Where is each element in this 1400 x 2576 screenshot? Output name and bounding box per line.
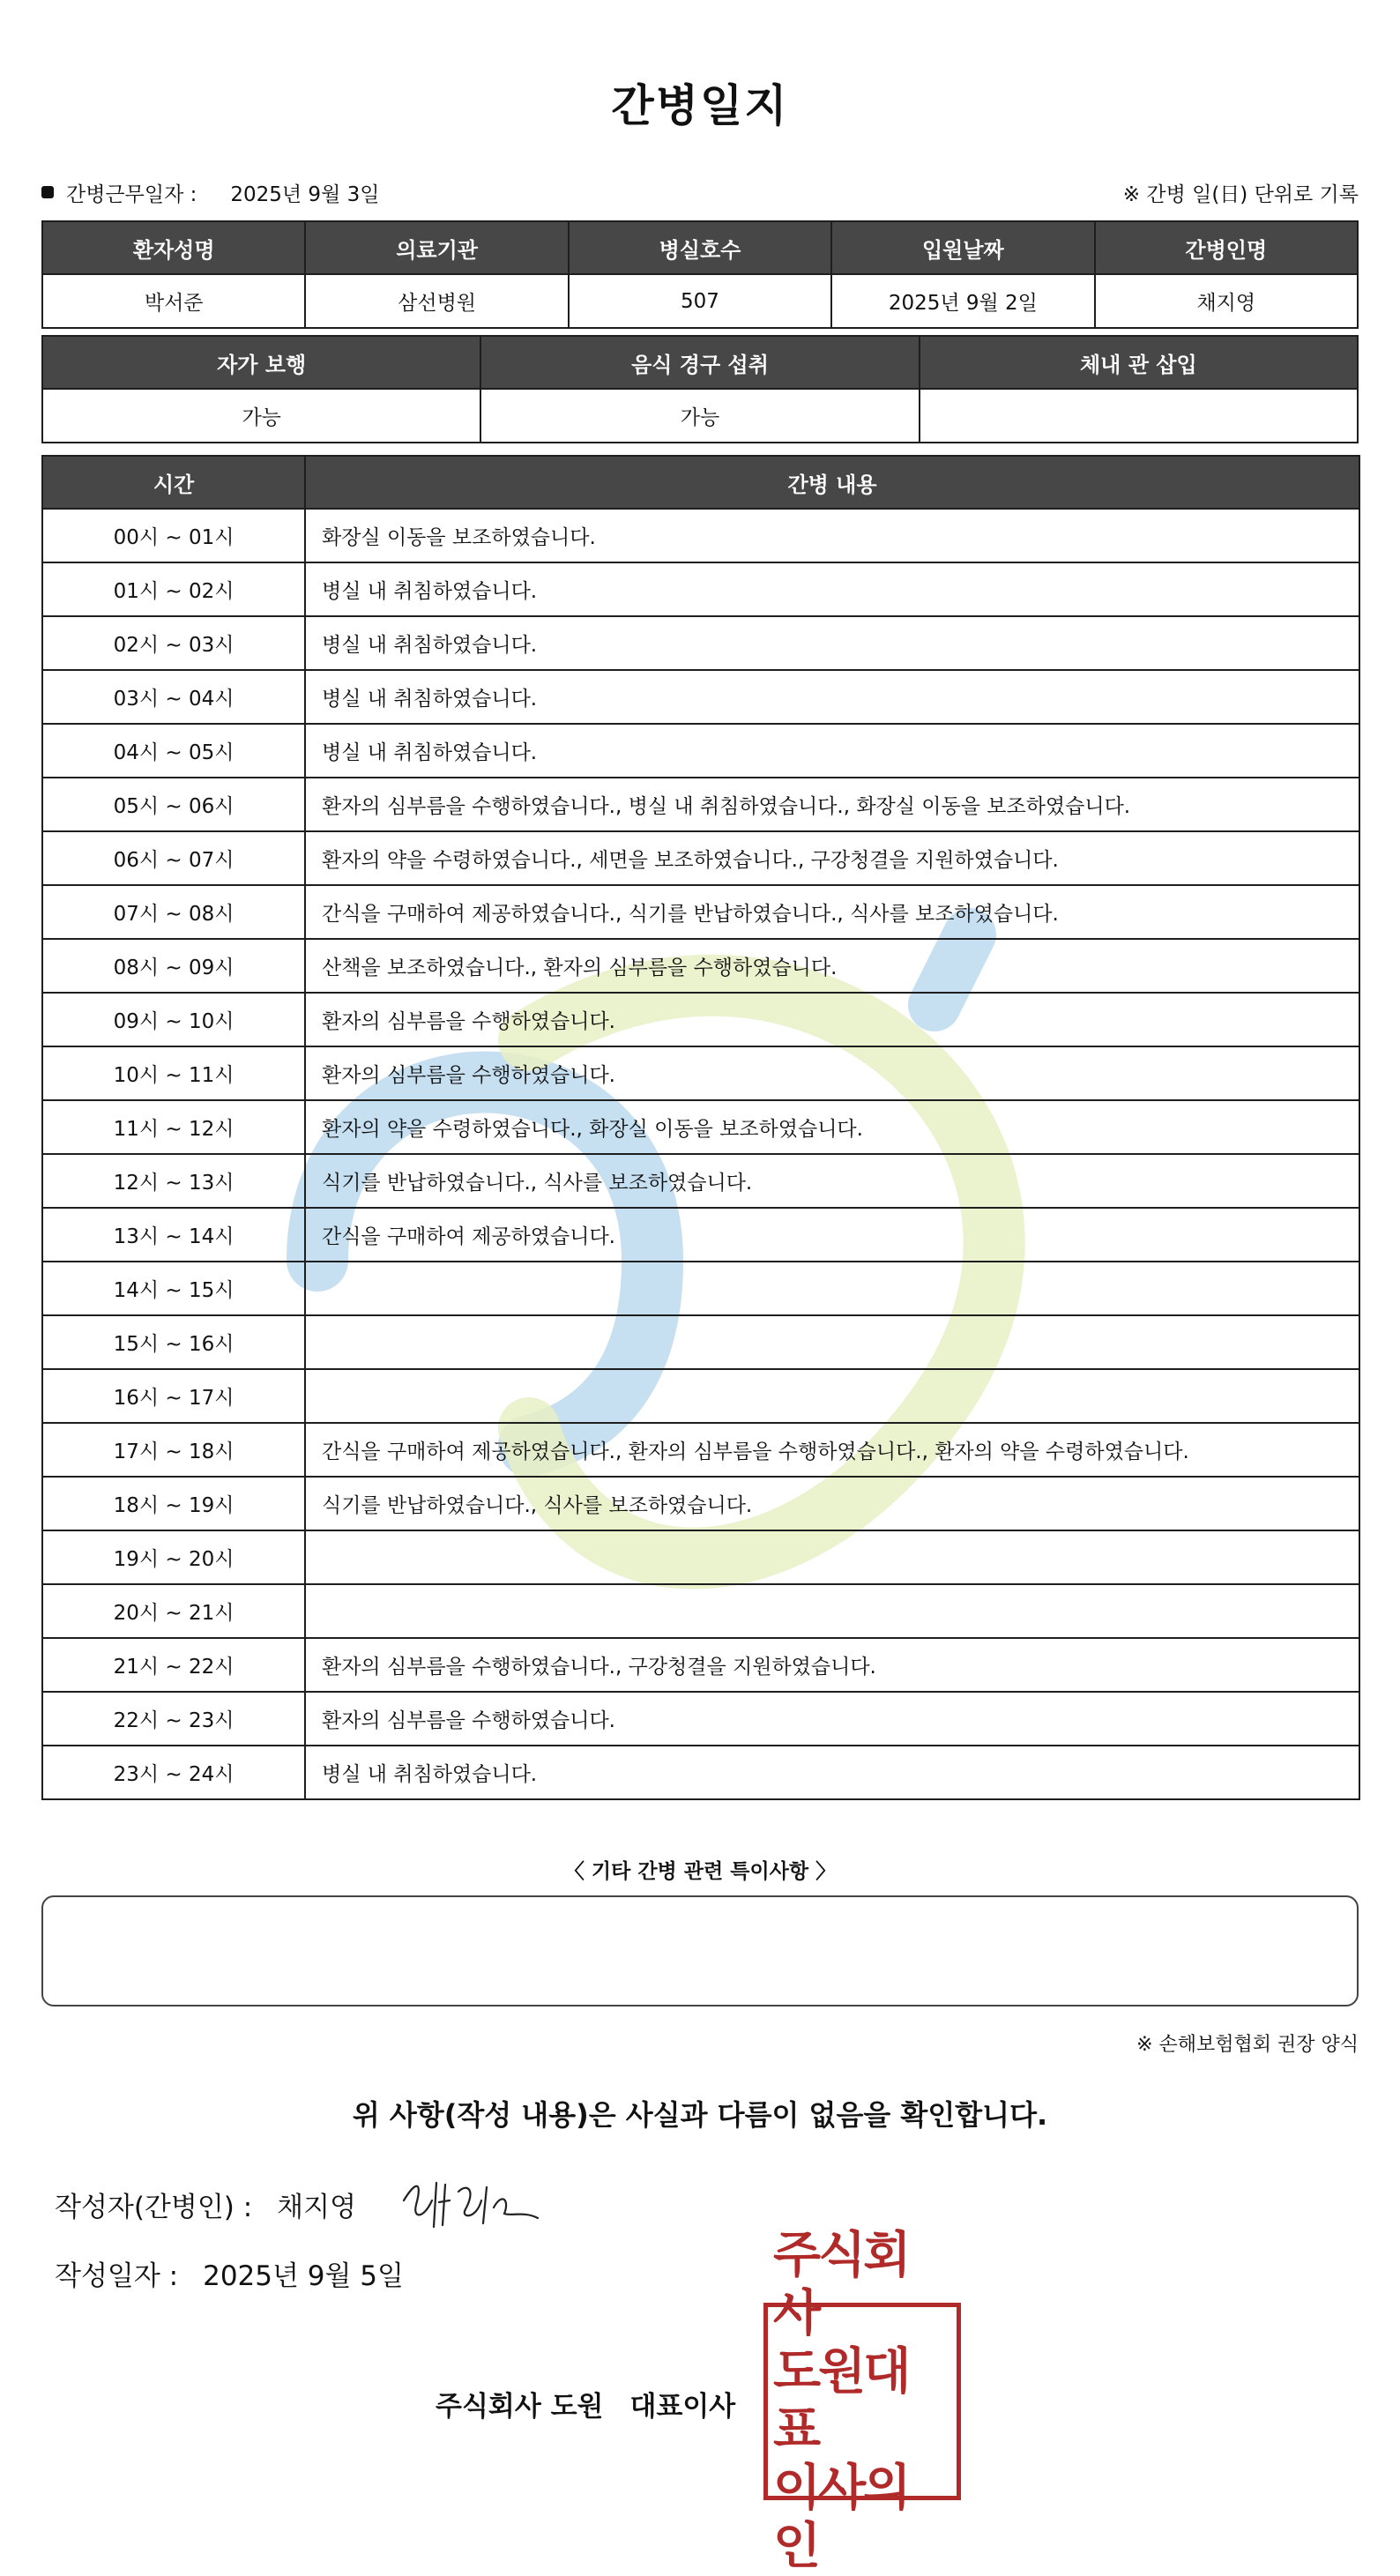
patient-header-cell: 환자성명 bbox=[42, 221, 305, 274]
care-log-row bbox=[42, 939, 1359, 993]
confirmation-statement: 위 사항(작성 내용)은 사실과 다름이 없음을 확인합니다. bbox=[352, 2098, 1048, 2132]
care-log-row bbox=[42, 1477, 1359, 1530]
room-number: 507 bbox=[569, 274, 831, 328]
care-log-time: 16시 ~ 17시 bbox=[42, 1369, 305, 1423]
meta-row bbox=[41, 175, 1359, 210]
care-log-row bbox=[42, 616, 1359, 670]
patient-header-cell: 의료기관 bbox=[305, 221, 568, 274]
care-log-content: 환자의 심부름을 수행하였습니다. bbox=[305, 993, 1359, 1046]
care-log-row bbox=[42, 1423, 1359, 1477]
care-log-content: 병실 내 취침하였습니다. bbox=[305, 562, 1359, 616]
care-log-content: 간식을 구매하여 제공하였습니다., 식기를 반납하였습니다., 식사를 보조하였습니다. bbox=[305, 885, 1359, 939]
care-log-content: 병실 내 취침하였습니다. bbox=[305, 670, 1359, 724]
care-log-row bbox=[42, 993, 1359, 1046]
care-log-time: 15시 ~ 16시 bbox=[42, 1315, 305, 1369]
care-log-time: 08시 ~ 09시 bbox=[42, 939, 305, 993]
care-log-content: 병실 내 취침하였습니다. bbox=[305, 616, 1359, 670]
author-label: 작성자(간병인) : bbox=[55, 2192, 253, 2223]
care-log-time: 21시 ~ 22시 bbox=[42, 1638, 305, 1692]
care-log-row bbox=[42, 724, 1359, 778]
care-log-time: 04시 ~ 05시 bbox=[42, 724, 305, 778]
page-title: 간병일지 bbox=[611, 80, 789, 131]
patient-info-value-row bbox=[42, 274, 1358, 328]
care-log-row bbox=[42, 1315, 1359, 1369]
care-log-row bbox=[42, 1262, 1359, 1315]
care-log-content: 환자의 약을 수령하였습니다., 화장실 이동을 보조하였습니다. bbox=[305, 1100, 1359, 1154]
care-log-header-row bbox=[42, 456, 1359, 509]
patient-header-cell: 입원날짜 bbox=[831, 221, 1094, 274]
care-log-row bbox=[42, 1638, 1359, 1692]
care-log-time: 13시 ~ 14시 bbox=[42, 1208, 305, 1262]
walking-ability: 가능 bbox=[42, 389, 480, 443]
care-log-content: 환자의 심부름을 수행하였습니다. bbox=[305, 1692, 1359, 1746]
care-log-content: 병실 내 취침하였습니다. bbox=[305, 1746, 1359, 1799]
care-log-row bbox=[42, 562, 1359, 616]
care-log-time: 09시 ~ 10시 bbox=[42, 993, 305, 1046]
author-name: 채지영 bbox=[277, 2192, 357, 2223]
care-log-time: 19시 ~ 20시 bbox=[42, 1530, 305, 1584]
care-log-content: 간식을 구매하여 제공하였습니다. bbox=[305, 1208, 1359, 1262]
care-log-row bbox=[42, 1046, 1359, 1100]
ability-header-cell: 자가 보행 bbox=[42, 336, 480, 389]
company-seal-stamp bbox=[763, 2227, 961, 2575]
written-date-line bbox=[55, 2253, 404, 2293]
care-log-row bbox=[42, 1369, 1359, 1423]
care-log-time: 05시 ~ 06시 bbox=[42, 778, 305, 831]
seal-line: 이사의인 bbox=[773, 2460, 909, 2575]
care-log-row bbox=[42, 1692, 1359, 1746]
care-log-time: 03시 ~ 04시 bbox=[42, 670, 305, 724]
hospital-name: 삼선병원 bbox=[305, 274, 568, 328]
form-source-note: ※ 손해보험협회 권장 양식 bbox=[1136, 2034, 1359, 2056]
company-name: 주식회사 도원 bbox=[436, 2391, 604, 2423]
patient-ability-table bbox=[41, 335, 1359, 443]
care-log-time: 11시 ~ 12시 bbox=[42, 1100, 305, 1154]
ability-header-cell: 음식 경구 섭취 bbox=[480, 336, 919, 389]
care-log-time: 00시 ~ 01시 bbox=[42, 509, 305, 562]
patient-info-header-row bbox=[42, 221, 1358, 274]
care-log-row bbox=[42, 1100, 1359, 1154]
care-log-content: 화장실 이동을 보조하였습니다. bbox=[305, 509, 1359, 562]
content-header: 간병 내용 bbox=[305, 456, 1359, 509]
care-log-row bbox=[42, 885, 1359, 939]
care-log-time: 17시 ~ 18시 bbox=[42, 1423, 305, 1477]
care-log-row bbox=[42, 1208, 1359, 1262]
notes-box bbox=[41, 1895, 1359, 2006]
care-log-time: 20시 ~ 21시 bbox=[42, 1584, 305, 1638]
care-log-content: 산책을 보조하였습니다., 환자의 심부름을 수행하였습니다. bbox=[305, 939, 1359, 993]
care-log-content: 간식을 구매하여 제공하였습니다., 환자의 심부름을 수행하였습니다., 환자의 약을 수령하였습니다. bbox=[305, 1423, 1359, 1477]
care-log-content bbox=[305, 1584, 1359, 1638]
work-date-value: 2025년 9월 3일 bbox=[230, 182, 380, 206]
care-log-row bbox=[42, 1530, 1359, 1584]
care-log-time: 10시 ~ 11시 bbox=[42, 1046, 305, 1100]
handwritten-signature bbox=[397, 2165, 547, 2236]
care-log-time: 06시 ~ 07시 bbox=[42, 831, 305, 885]
care-log-content bbox=[305, 1262, 1359, 1315]
care-log-content: 환자의 심부름을 수행하였습니다., 병실 내 취침하였습니다., 화장실 이동을 보조하였습니다. bbox=[305, 778, 1359, 831]
care-log-content: 환자의 심부름을 수행하였습니다., 구강청결을 지원하였습니다. bbox=[305, 1638, 1359, 1692]
patient-name: 박서준 bbox=[42, 274, 305, 328]
care-log-content: 환자의 약을 수령하였습니다., 세면을 보조하였습니다., 구강청결을 지원하였습니다. bbox=[305, 831, 1359, 885]
tube-insertion bbox=[920, 389, 1358, 443]
admission-date: 2025년 9월 2일 bbox=[831, 274, 1094, 328]
care-log-time: 23시 ~ 24시 bbox=[42, 1746, 305, 1799]
care-log-time: 12시 ~ 13시 bbox=[42, 1154, 305, 1208]
bullet-square-icon bbox=[41, 186, 54, 198]
care-log-row bbox=[42, 1584, 1359, 1638]
patient-header-cell: 병실호수 bbox=[569, 221, 831, 274]
notes-title: 〈 기타 간병 관련 특이사항 〉 bbox=[563, 1860, 837, 1883]
company-signature-line bbox=[436, 2384, 735, 2423]
written-date-label: 작성일자 : bbox=[55, 2260, 179, 2292]
care-log-content: 병실 내 취침하였습니다. bbox=[305, 724, 1359, 778]
care-log-row bbox=[42, 831, 1359, 885]
care-log-time: 14시 ~ 15시 bbox=[42, 1262, 305, 1315]
work-date-label: 간병근무일자 : bbox=[66, 182, 197, 206]
care-log-content: 식기를 반납하였습니다., 식사를 보조하였습니다. bbox=[305, 1154, 1359, 1208]
care-log-time: 18시 ~ 19시 bbox=[42, 1477, 305, 1530]
care-log-content bbox=[305, 1369, 1359, 1423]
care-log-row bbox=[42, 778, 1359, 831]
seal-line: 도원대표 bbox=[773, 2343, 909, 2459]
care-log-time: 22시 ~ 23시 bbox=[42, 1692, 305, 1746]
care-log-row bbox=[42, 670, 1359, 724]
care-log-content: 환자의 심부름을 수행하였습니다. bbox=[305, 1046, 1359, 1100]
care-log-content bbox=[305, 1315, 1359, 1369]
written-date-value: 2025년 9월 5일 bbox=[203, 2260, 404, 2292]
care-log-time: 07시 ~ 08시 bbox=[42, 885, 305, 939]
ability-header-cell: 체내 관 삽입 bbox=[920, 336, 1358, 389]
care-log-table bbox=[41, 455, 1360, 1800]
care-log-content bbox=[305, 1530, 1359, 1584]
ability-header-row bbox=[42, 336, 1358, 389]
author-line bbox=[55, 2185, 356, 2224]
care-log-row bbox=[42, 509, 1359, 562]
care-log-row bbox=[42, 1154, 1359, 1208]
ability-value-row bbox=[42, 389, 1358, 443]
patient-info-table bbox=[41, 220, 1359, 329]
work-date bbox=[41, 178, 379, 207]
unit-note: ※ 간병 일(日) 단위로 기록 bbox=[1122, 182, 1359, 206]
care-log-time: 01시 ~ 02시 bbox=[42, 562, 305, 616]
time-header: 시간 bbox=[42, 456, 305, 509]
patient-header-cell: 간병인명 bbox=[1095, 221, 1358, 274]
care-log-time: 02시 ~ 03시 bbox=[42, 616, 305, 670]
care-log-body bbox=[42, 509, 1359, 1799]
caregiver-name: 채지영 bbox=[1095, 274, 1358, 328]
care-log-row bbox=[42, 1746, 1359, 1799]
seal-line: 주식회사 bbox=[773, 2227, 909, 2342]
care-log-content: 식기를 반납하였습니다., 식사를 보조하였습니다. bbox=[305, 1477, 1359, 1530]
representative-title: 대표이사 bbox=[629, 2391, 736, 2423]
oral-intake-ability: 가능 bbox=[480, 389, 919, 443]
